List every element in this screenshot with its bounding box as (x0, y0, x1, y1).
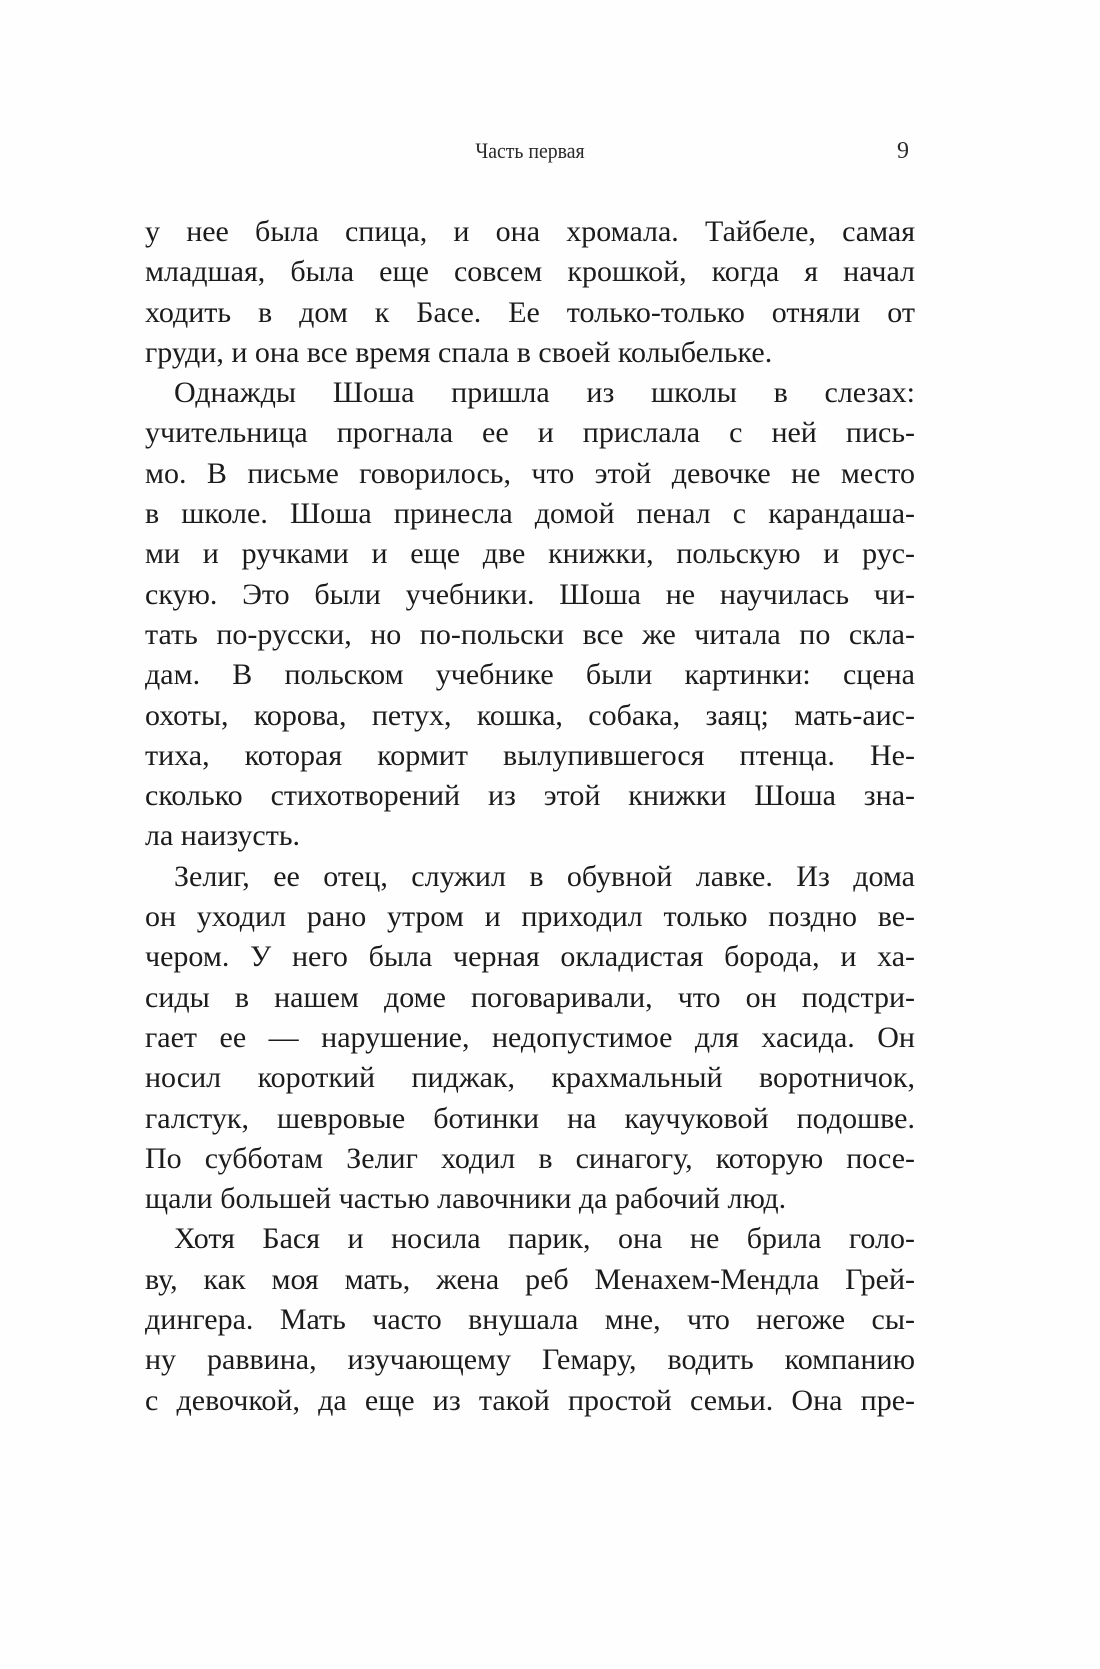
text-line: Зелиг, ее отец, служил в обувной лавке. Из дома (174, 859, 915, 893)
text-line: сколько стихотворений из этой книжки Шоша зна- (145, 779, 915, 813)
text-line: Хотя Бася и носила парик, она не брила голо- (174, 1222, 915, 1256)
text-line: галстук, шевровые ботинки на каучуковой подошве. (145, 1101, 915, 1135)
text-line: гает ее — нарушение, недопустимое для хасида. Он (145, 1020, 915, 1054)
running-head (145, 138, 915, 170)
text-line: у нее была спица, и она хромала. Тайбеле, самая (145, 215, 915, 248)
text-line: ву, как моя мать, жена реб Менахем-Мендла Грей- (145, 1262, 915, 1296)
text-line: ми и ручками и еще две книжки, польскую и рус- (145, 537, 915, 571)
paragraph (145, 857, 915, 1220)
text-line: с девочкой, да еще из такой простой семьи. Она пре- (145, 1383, 915, 1417)
text-line: чером. У него была черная окладистая борода, и ха- (145, 940, 915, 974)
text-line: охоты, корова, петух, кошка, собака, заяц; мать-аис- (145, 698, 915, 732)
text-line: дингера. Мать часто внушала мне, что негоже сы- (145, 1303, 915, 1337)
text-line: ла наизусть. (145, 819, 301, 853)
text-line: мо. В письме говорилось, что этой девочке не место (145, 456, 915, 490)
text-line: в школе. Шоша принесла домой пенал с карандаша- (145, 497, 915, 531)
text-line: он уходил рано утром и приходил только поздно ве- (145, 900, 915, 934)
paragraph (145, 212, 915, 373)
text-line: ну раввина, изучающему Гемару, водить компанию (145, 1343, 915, 1377)
text-line: щали большей частью лавочники да рабочий люд. (145, 1182, 787, 1216)
text-line: тиха, которая кормит вылупившегося птенца. Не- (145, 738, 915, 772)
body-text (145, 212, 915, 1421)
text-line: скую. Это были учебники. Шоша не научилась чи- (145, 577, 915, 611)
text-line: сиды в нашем доме поговаривали, что он подстри- (145, 980, 915, 1014)
text-line: Однажды Шоша пришла из школы в слезах: (174, 376, 915, 410)
text-line: ходить в дом к Басе. Ее только-только отняли от (145, 295, 915, 329)
text-line: носил короткий пиджак, крахмальный воротничок, (145, 1061, 915, 1095)
text-line: дам. В польском учебнике были картинки: сцена (145, 658, 915, 692)
running-title: Часть первая (475, 138, 585, 163)
paragraph (145, 1219, 915, 1420)
text-line: учительница прогнала ее и прислала с ней пись- (145, 416, 915, 450)
page-number: 9 (897, 138, 909, 164)
text-line: груди, и она все время спала в своей колыбельке. (145, 335, 773, 369)
text-line: тать по-русски, но по-польски все же читала по скла- (145, 617, 915, 651)
paragraph (145, 373, 915, 857)
text-line: По субботам Зелиг ходил в синагогу, которую посе- (145, 1141, 915, 1175)
text-line: младшая, была еще совсем крошкой, когда я начал (145, 255, 915, 289)
